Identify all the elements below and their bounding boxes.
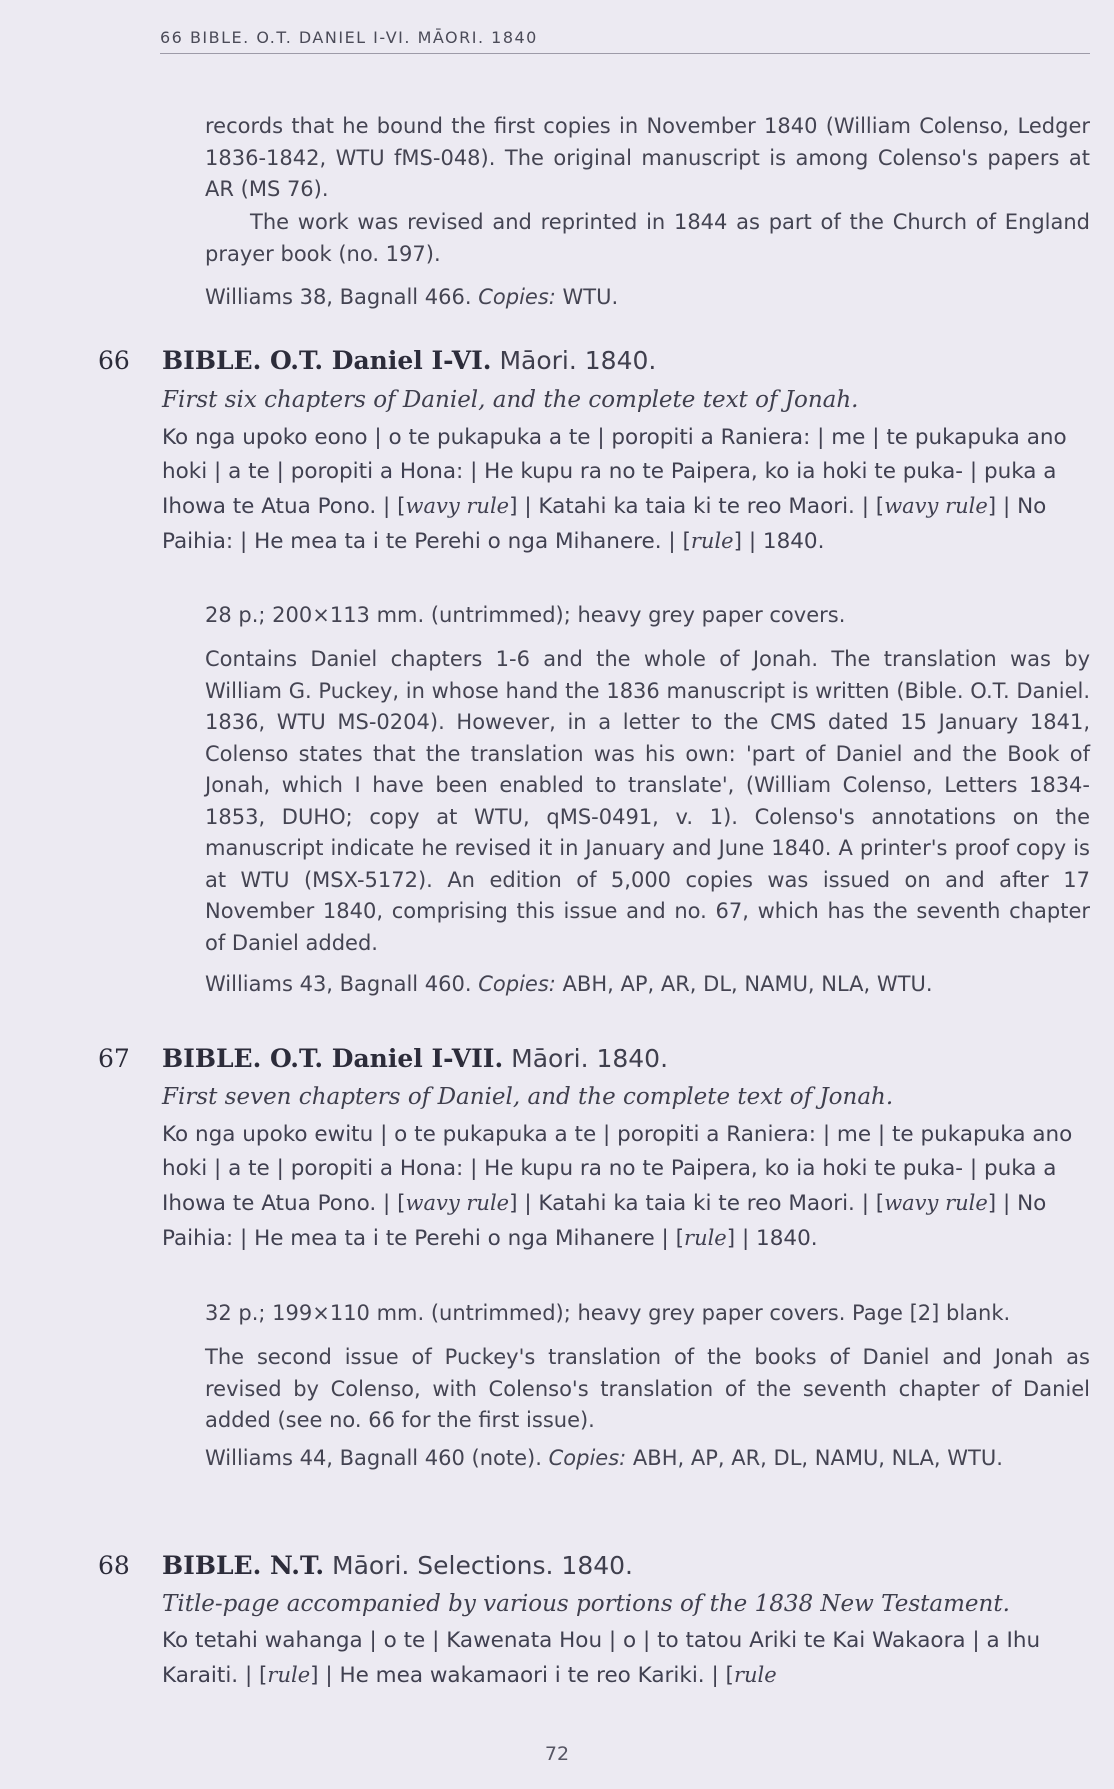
entry-number-66: 66 bbox=[98, 346, 130, 375]
title-transcription-68: Ko tetahi wahanga | o te | Kawenata Hou | o | to tatou Ariki te Kai Wakaora | a Ihu Karaiti. | [rule] | He mea wakamaori i te reo Kariki. | [rule bbox=[162, 1628, 1041, 1688]
title-transcription-67: Ko nga upoko ewitu | o te pukapuka a te | poropiti a Raniera: | me | te pukapuka ano hoki | a te | poropiti a Hona: | He kupu ra no te Paipera, ko ia hoki te puka- | puka a Ihowa te Atua Pono. | [wavy rule] | Katahi ka taia ki te reo Maori. | [wavy rule] | No Paihia: | He mea ta i te Perehi o nga Mihanere | [rule] | 1840. bbox=[162, 1122, 1073, 1251]
references-67: Williams 44, Bagnall 460 (note). Copies: ABH, AP, AR, DL, NAMU, NLA, WTU. bbox=[205, 1446, 1003, 1470]
entry-heading-68: BIBLE. N.T. Māori. Selections. 1840. bbox=[162, 1551, 634, 1580]
physical-description-66: 28 p.; 200×113 mm. (untrimmed); heavy grey paper covers. bbox=[205, 603, 846, 627]
continuation-paragraph: records that he bound the first copies in November 1840 (William Colenso, Ledger 1836-1842, WTU fMS-048). The original manuscript is among Colenso's papers at AR (MS 76). bbox=[205, 114, 1090, 201]
entry-heading-67: BIBLE. O.T. Daniel I-VII. Māori. 1840. bbox=[162, 1044, 669, 1073]
title-transcription-66: Ko nga upoko eono | o te pukapuka a te | poropiti a Raniera: | me | te pukapuka ano hoki | a te | poropiti a Hona: | He kupu ra no te Paipera, ko ia hoki te puka- | puka a Ihowa te Atua Pono. | [wavy rule] | Katahi ka taia ki te reo Maori. | [wavy rule] | No Paihia: | He mea ta i te Perehi o nga Mihanere. | [rule] | 1840. bbox=[162, 425, 1067, 554]
entry-subtitle-66: First six chapters of Daniel, and the complete text of Jonah. bbox=[162, 387, 859, 413]
references-66: Williams 43, Bagnall 460. Copies: ABH, AP, AR, DL, NAMU, NLA, WTU. bbox=[205, 972, 933, 996]
physical-description-67: 32 p.; 199×110 mm. (untrimmed); heavy grey paper covers. Page [2] blank. bbox=[205, 1301, 1011, 1325]
running-head: 66 BIBLE. O.T. DANIEL I-VI. MĀORI. 1840 bbox=[160, 28, 1090, 54]
entry-subtitle-67: First seven chapters of Daniel, and the complete text of Jonah. bbox=[162, 1084, 894, 1110]
entry-subtitle-68: Title-page accompanied by various portions of the 1838 New Testament. bbox=[162, 1591, 1010, 1617]
entry-note-67: The second issue of Puckey's translation of the books of Daniel and Jonah as revised by Colenso, with Colenso's translation of the seventh chapter of Daniel added (see no. 66 for the first issue). bbox=[205, 1345, 1090, 1432]
page-number: 72 bbox=[544, 1743, 570, 1765]
entry-note-66: Contains Daniel chapters 1-6 and the whole of Jonah. The translation was by William G. Puckey, in whose hand the 1836 manuscript is written (Bible. O.T. Daniel. 1836, WTU MS-0204). However, in a letter to the CMS dated 15 January 1841, Colenso states that the translation was his own: 'part of Daniel and the Book of Jonah, which I have been enabled to translate', (William Colenso, Letters 1834-1853, DUHO; copy at WTU, qMS-0491, v. 1). Colenso's annotations on the manuscript indicate he revised it in January and June 1840. A printer's proof copy is at WTU (MSX-5172). An edition of 5,000 copies was issued on and after 17 November 1840, comprising this issue and no. 67, which has the seventh chapter of Daniel added. bbox=[205, 647, 1090, 955]
entry-number-67: 67 bbox=[98, 1044, 130, 1073]
reprint-note: The work was revised and reprinted in 1844 as part of the Church of England prayer book (no. 197). bbox=[205, 210, 1090, 266]
references: Williams 38, Bagnall 466. Copies: WTU. bbox=[205, 285, 619, 309]
entry-heading-66: BIBLE. O.T. Daniel I-VI. Māori. 1840. bbox=[162, 346, 657, 375]
entry-number-68: 68 bbox=[98, 1551, 130, 1580]
